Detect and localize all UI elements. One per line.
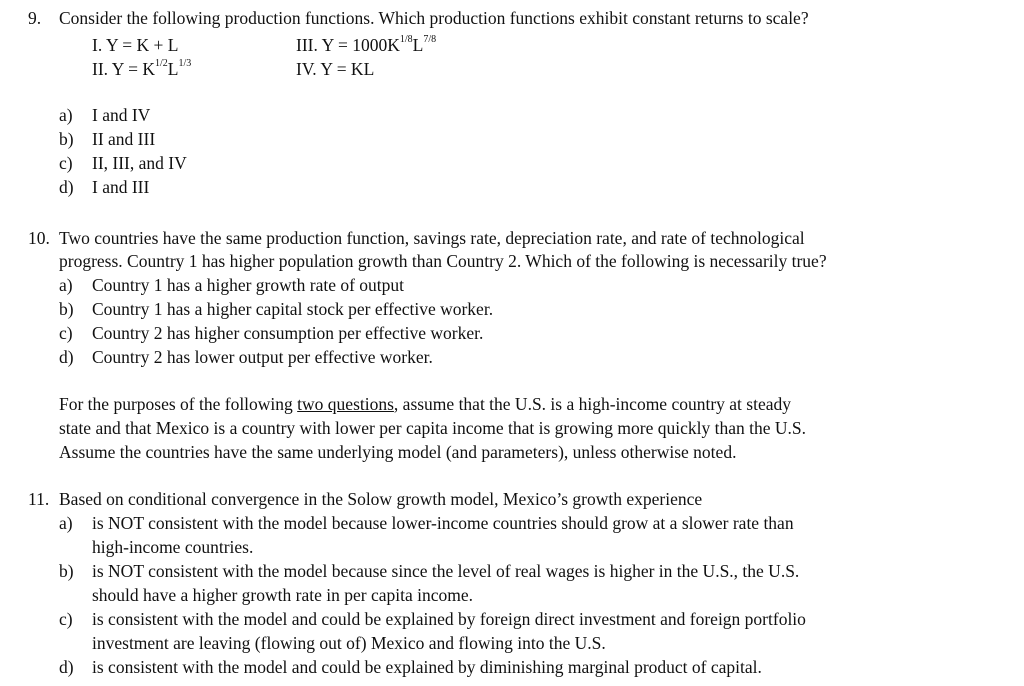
q10-number: 10.: [28, 228, 50, 248]
intro-underlined-text: two questions: [297, 394, 394, 414]
function-roman: I.: [92, 35, 103, 55]
option-letter: a): [59, 105, 73, 125]
function-formula: Y = K + L: [105, 35, 179, 55]
q11-option-a-line-1: is NOT consistent with the model because lower-income countries should grow at a slower rate than: [92, 513, 794, 533]
function-roman: IV.: [296, 59, 317, 79]
intro-line-1: [59, 392, 791, 416]
q9-option-b: [59, 127, 155, 151]
option-letter: d): [59, 347, 74, 367]
function-formula-l: L: [412, 35, 424, 55]
option-letter: c): [59, 323, 73, 343]
exponent: 1/2: [155, 58, 168, 69]
intro-line-2: state and that Mexico is a country with lower per capita income that is growing more quickly than the U.S.: [59, 418, 806, 438]
option-letter: a): [59, 275, 73, 295]
q10-stem-line-2: progress. Country 1 has higher population growth than Country 2. Which of the following is necessarily true?: [59, 251, 827, 271]
q10-option-a: [59, 273, 404, 297]
q11-option-b-line-1: is NOT consistent with the model because since the level of real wages is higher in the U.S., the U.S.: [92, 561, 800, 581]
exponent: 1/3: [178, 58, 192, 69]
intro-text: For the purposes of the following: [59, 394, 298, 414]
option-letter: b): [59, 299, 74, 319]
option-text: Country 2 has lower output per effective worker.: [92, 347, 433, 367]
q9-function-2: [92, 57, 191, 81]
function-formula-l: L: [167, 59, 179, 79]
option-text: Country 1 has a higher growth rate of output: [92, 275, 405, 295]
intro-text: , assume that the U.S. is a high-income country at steady: [393, 394, 791, 414]
option-letter: d): [59, 177, 74, 197]
option-text: Country 1 has a higher capital stock per effective worker.: [92, 299, 494, 319]
q9-function-3: [296, 33, 436, 57]
q11-option-c-line-1: is consistent with the model and could be explained by foreign direct investment and foreign portfolio: [92, 609, 806, 629]
function-formula: Y = 1000K: [321, 35, 400, 55]
q11-option-d-line-1: is consistent with the model and could be explained by diminishing marginal product of capital.: [92, 657, 762, 677]
q9-option-c: [59, 151, 187, 175]
option-text: Country 2 has higher consumption per effective worker.: [92, 323, 484, 343]
option-letter: c): [59, 153, 73, 173]
q9-function-4: [296, 57, 374, 81]
q11-option-c-line-2: investment are leaving (flowing out of) Mexico and flowing into the U.S.: [92, 633, 606, 653]
q9-option-a: [59, 103, 150, 127]
function-formula: Y = KL: [320, 59, 375, 79]
option-text: II and III: [92, 129, 156, 149]
q11-option-b-line-2: should have a higher growth rate in per capita income.: [92, 585, 473, 605]
q11-option-c-letter: c): [59, 609, 73, 629]
q11-number: 11.: [28, 489, 50, 509]
function-formula: Y = K: [111, 59, 156, 79]
option-letter: b): [59, 129, 74, 149]
q11-option-a-letter: a): [59, 513, 73, 533]
exponent: 1/8: [399, 34, 413, 45]
option-text: II, III, and IV: [92, 153, 187, 173]
q9-number: 9.: [28, 8, 42, 28]
q9-function-1: [92, 33, 179, 57]
q10-option-b: [59, 297, 493, 321]
q10-option-c: [59, 321, 483, 345]
option-text: I and IV: [92, 105, 151, 125]
q10-stem-line-1: Two countries have the same production function, savings rate, depreciation rate, and rate of technological: [59, 228, 805, 248]
function-roman: II.: [92, 59, 109, 79]
q11-option-d-letter: d): [59, 657, 74, 677]
q11-option-b-letter: b): [59, 561, 74, 581]
q10-option-d: [59, 345, 433, 369]
q11-option-a-line-2: high-income countries.: [92, 537, 254, 557]
option-text: I and III: [92, 177, 150, 197]
function-roman: III.: [296, 35, 318, 55]
exponent: 7/8: [423, 34, 437, 45]
q11-stem: Based on conditional convergence in the Solow growth model, Mexico’s growth experience: [59, 489, 703, 509]
intro-line-3: Assume the countries have the same underlying model (and parameters), unless otherwise noted.: [59, 442, 737, 462]
q9-option-d: [59, 175, 149, 199]
q9-stem: Consider the following production functions. Which production functions exhibit constant returns to scale?: [59, 8, 809, 28]
